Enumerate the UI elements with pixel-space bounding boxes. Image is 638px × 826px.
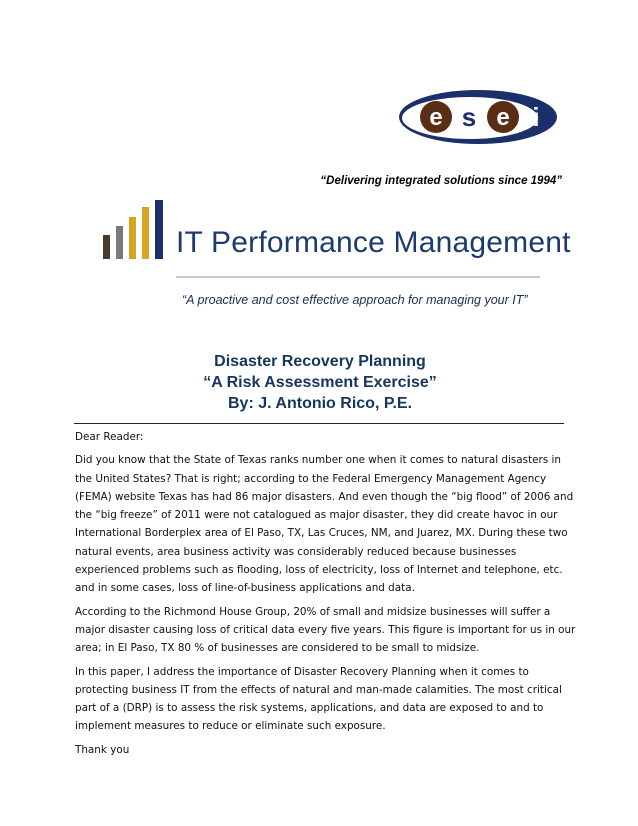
paragraph-2 (75, 603, 576, 658)
esei-logo-graphic (398, 87, 558, 147)
paragraph-line: the United States? That is right; according to the Federal Emergency Management Agency (75, 472, 547, 485)
paragraph-line: implement measures to reduce or eliminate such exposure. (75, 720, 386, 733)
banner-subtitle: “A proactive and cost effective approach for managing your IT” (182, 293, 528, 307)
paragraph-line: According to the Richmond House Group, 20% of small and midsize businesses will suffer a (75, 605, 551, 618)
banner-title: IT Performance Management (176, 226, 571, 259)
paragraph-line: the “big freeze” of 2011 were not catalogued as major disaster, they did create havoc in our (75, 509, 558, 522)
letter-body (75, 428, 576, 764)
paper-title-block (150, 351, 490, 414)
paragraph-line: International Borderplex area of El Paso, TX, Las Cruces, NM, and Juarez, MX. During these two (75, 527, 568, 540)
banner-divider (176, 276, 540, 278)
paragraph-line: protecting business IT from the effects of natural and man-made calamities. The most critical (75, 683, 562, 696)
paragraph-line: area; in El Paso, TX 80 % of businesses are considered to be small to midsize. (75, 642, 480, 655)
paragraph-line: experienced problems such as flooding, loss of electricity, loss of Internet and telephone, etc. (75, 564, 563, 577)
paper-subtitle: “A Risk Assessment Exercise” (203, 374, 437, 391)
paragraph-line: Did you know that the State of Texas ranks number one when it comes to natural disasters in (75, 454, 562, 467)
logo-letter-i: i (532, 102, 540, 132)
paragraph-line: In this paper, I address the importance of Disaster Recovery Planning when it comes to (75, 665, 529, 678)
paragraph-line: (FEMA) website Texas has had 86 major disasters. And even though the “big flood” of 2006 and (75, 490, 574, 503)
logo-letter-e1: e (429, 104, 443, 131)
esei-logo (398, 87, 558, 147)
paragraph-3 (75, 663, 565, 736)
paragraph-line: major disaster causing loss of critical data every five years. This figure is important for us in our (75, 623, 576, 636)
paper-title: Disaster Recovery Planning (214, 353, 426, 370)
company-tagline: “Delivering integrated solutions since 1994” (320, 175, 562, 187)
logo-letter-s: s (461, 102, 477, 132)
logo-letter-e2: e (496, 104, 510, 131)
paragraph-1 (75, 451, 574, 597)
closing: Thank you (75, 743, 130, 756)
bar-chart-icon (103, 200, 165, 260)
greeting: Dear Reader: (75, 431, 144, 443)
paragraph-line: and in some cases, loss of line-of-business applications and data. (75, 582, 415, 595)
paragraph-line: natural events, area business activity was considerably reduced because businesses (75, 545, 517, 558)
title-divider (74, 423, 564, 424)
paragraph-line: part of a (DRP) is to assess the risk systems, applications, and data are exposed to and to (75, 702, 544, 715)
paper-author: By: J. Antonio Rico, P.E. (227, 395, 413, 412)
